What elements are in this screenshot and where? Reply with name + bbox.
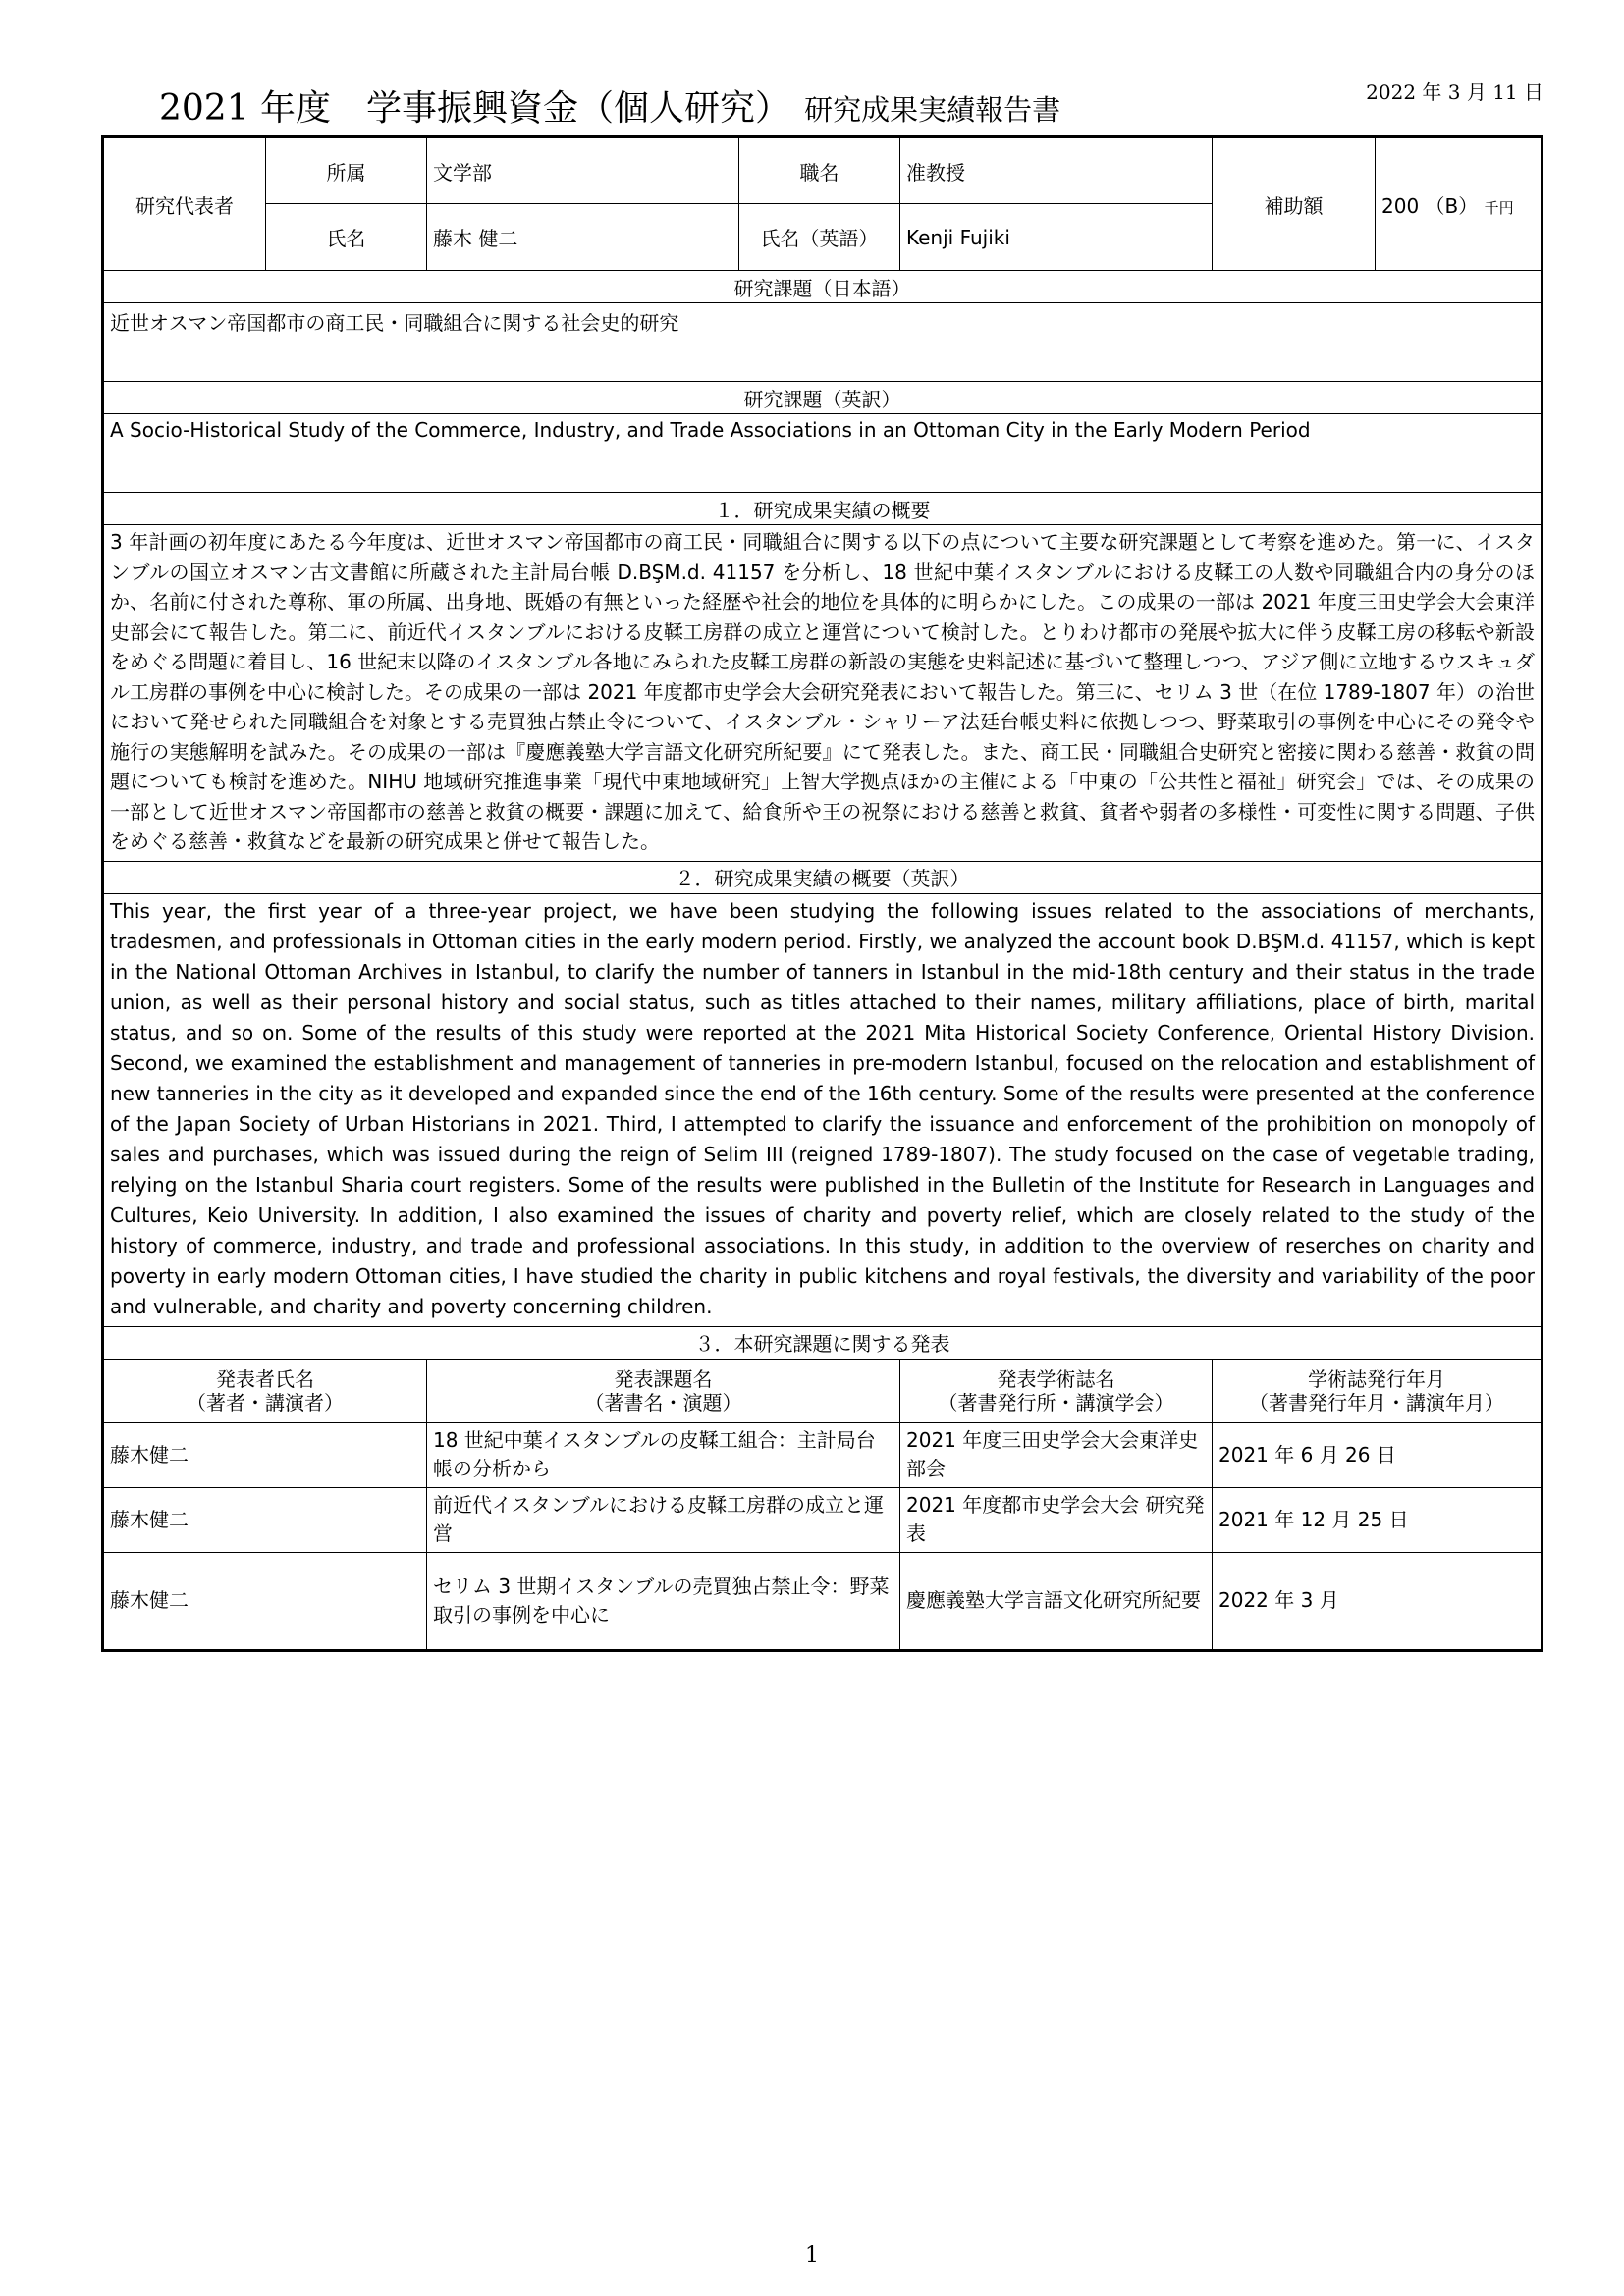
page-number: 1 [805, 2243, 819, 2268]
column-header-author-line2: （著者・講演者） [187, 1390, 344, 1415]
publication-venue: 慶應義塾大学言語文化研究所紀要 [900, 1552, 1213, 1650]
theme-jp-heading: 研究課題（日本語） [103, 271, 1543, 303]
summary-jp-heading-row [103, 493, 1543, 525]
column-header-title [427, 1359, 900, 1422]
column-header-author-line1: 発表者氏名 [216, 1366, 314, 1391]
column-header-venue [900, 1359, 1213, 1422]
affiliation-value: 文学部 [427, 137, 739, 204]
publication-date: 2021 年 6 月 26 日 [1213, 1422, 1543, 1487]
name-label: 氏名 [266, 204, 427, 271]
column-header-title-line2: （著書名・演題） [584, 1390, 742, 1415]
column-header-title-line1: 発表課題名 [614, 1366, 713, 1391]
report-form [101, 135, 1543, 1652]
column-header-date-line1: 学術誌発行年月 [1308, 1366, 1445, 1391]
report-date: 2022 年 3 月 11 日 [1366, 80, 1543, 104]
name-value: 藤木 健二 [427, 204, 739, 271]
representative-label: 研究代表者 [103, 137, 266, 271]
grant-unit: 千円 [1484, 198, 1514, 217]
theme-en-heading-row [103, 382, 1543, 414]
publication-date: 2021 年 12 月 25 日 [1213, 1487, 1543, 1552]
name-en-label: 氏名（英語） [739, 204, 900, 271]
column-header-venue-line1: 発表学術誌名 [997, 1366, 1115, 1391]
affiliation-label: 所属 [266, 137, 427, 204]
summary-en-heading-row [103, 861, 1543, 893]
table-row [103, 1422, 1543, 1487]
title-subtitle: 研究成果実績報告書 [804, 93, 1061, 127]
publication-title: 18 世紀中葉イスタンブルの皮鞣工組合：主計局台帳の分析から [427, 1422, 900, 1487]
grant-amount [1376, 137, 1543, 271]
grant-label: 補助額 [1213, 137, 1376, 271]
theme-en-row [103, 414, 1543, 493]
theme-jp-text: 近世オスマン帝国都市の商工民・同職組合に関する社会史的研究 [103, 303, 1543, 382]
publication-title: セリム 3 世期イスタンブルの売買独占禁止令：野菜取引の事例を中心に [427, 1552, 900, 1650]
publications-heading-row [103, 1326, 1543, 1359]
name-en-value: Kenji Fujiki [900, 204, 1213, 271]
publication-author: 藤木健二 [103, 1487, 427, 1552]
publication-author: 藤木健二 [103, 1552, 427, 1650]
representative-row-1 [103, 137, 1543, 204]
document-title [159, 80, 1060, 131]
column-header-venue-line2: （著書発行所・講演学会） [938, 1390, 1174, 1415]
document-header [0, 0, 1624, 137]
summary-jp-row [103, 525, 1543, 862]
column-header-date [1213, 1359, 1543, 1422]
publication-venue: 2021 年度都市史学会大会 研究発表 [900, 1487, 1213, 1552]
table-row [103, 1552, 1543, 1650]
summary-en-heading: ２．研究成果実績の概要（英訳） [103, 861, 1543, 893]
publication-author: 藤木健二 [103, 1422, 427, 1487]
position-label: 職名 [739, 137, 900, 204]
publication-title: 前近代イスタンブルにおける皮鞣工房群の成立と運営 [427, 1487, 900, 1552]
publication-date: 2022 年 3 月 [1213, 1552, 1543, 1650]
theme-en-text: A Socio-Historical Study of the Commerce, Industry, and Trade Associations in an Ottoman City in the Early Modern Period [103, 414, 1543, 493]
position-value: 准教授 [900, 137, 1213, 204]
theme-en-heading: 研究課題（英訳） [103, 382, 1543, 414]
theme-jp-heading-row [103, 271, 1543, 303]
column-header-date-line2: （著書発行年月・講演年月） [1249, 1390, 1504, 1415]
theme-jp-row [103, 303, 1543, 382]
summary-en-row [103, 893, 1543, 1326]
summary-jp-heading: １．研究成果実績の概要 [103, 493, 1543, 525]
publications-column-header [103, 1359, 1543, 1422]
publication-venue: 2021 年度三田史学会大会東洋史部会 [900, 1422, 1213, 1487]
summary-en-text: This year, the first year of a three-year project, we have been studying the following issues related to the associations of merchants, tradesmen, and professionals in Ottoman cities in the early modern period. Firstly, we analyzed the account book D.BŞM.d. 41157, which is kept in the National Ottoman Archives in Istanbul, to clarify the number of tanners in Istanbul in the mid-18th century and their status in the trade union, as well as their personal history and social status, such as titles attached to their names, military affiliations, place of birth, marital status, and so on. Some of the results of this study were reported at the 2021 Mita Historical Society Conference, Oriental History Division. Second, we examined the establishment and management of tanneries in pre-modern Istanbul, focused on the relocation and establishment of new tanneries in the city as it developed and expanded since the end of the 16th century. Some of the results were presented at the conference of the Japan Society of Urban Historians in 2021. Third, I attempted to clarify the issuance and enforcement of the prohibition on monopoly of sales and purchases, which was issued during the reign of Selim III (reigned 1789-1807). The study focused on the case of vegetable trading, relying on the Istanbul Sharia court registers. Some of the results were published in the Bulletin of the Institute for Research in Languages and Cultures, Keio University. In addition, I also examined the issues of charity and poverty relief, which are closely related to the study of the history of commerce, industry, and trade and professional associations. In this study, in addition to the overview of reserches on charity and poverty in early modern Ottoman cities, I have studied the charity in public kitchens and royal festivals, the diversity and variability of the poor and vulnerable, and charity and poverty concerning children. [103, 893, 1543, 1326]
table-row [103, 1487, 1543, 1552]
grant-value: 200 （B） [1381, 193, 1479, 218]
publications-heading: ３．本研究課題に関する発表 [103, 1326, 1543, 1359]
title-main: 2021 年度 学事振興資金（個人研究） [159, 88, 791, 129]
column-header-author [103, 1359, 427, 1422]
summary-jp-text: 3 年計画の初年度にあたる今年度は、近世オスマン帝国都市の商工民・同職組合に関する以下の点について主要な研究課題として考察を進めた。第一に、イスタンブルの国立オスマン古文書館に所蔵された主計局台帳 D.BŞM.d. 41157 を分析し、18 世紀中葉イスタンブルにおける皮鞣工の人数や同職組合内の身分のほか、名前に付された尊称、軍の所属、出身地、既婚の有無といった経歴や社会的地位を具体的に明らかにした。この成果の一部は 2021 年度三田史学会大会東洋史部会にて報告した。第二に、前近代イスタンブルにおける皮鞣工房群の成立と運営について検討した。とりわけ都市の発展や拡大に伴う皮鞣工房の移転や新設をめぐる問題に着目し、16 世紀末以降のイスタンブル各地にみられた皮鞣工房群の新設の実態を史料記述に基づいて整理しつつ、アジア側に立地するウスキュダル工房群の事例を中心に検討した。その成果の一部は 2021 年度都市史学会大会研究発表において報告した。第三に、セリム 3 世（在位 1789-1807 年）の治世において発せられた同職組合を対象とする売買独占禁止令について、イスタンブル・シャリーア法廷台帳史料に依拠しつつ、野菜取引の事例を中心にその発令や施行の実態解明を試みた。その成果の一部は『慶應義塾大学言語文化研究所紀要』にて発表した。また、商工民・同職組合史研究と密接に関わる慈善・救貧の問題についても検討を進めた。NIHU 地域研究推進事業「現代中東地域研究」上智大学拠点ほかの主催による「中東の「公共性と福祉」研究会」では、その成果の一部として近世オスマン帝国都市の慈善と救貧の概要・課題に加えて、給食所や王の祝祭における慈善と救貧、貧者や弱者の多様性・可変性に関する問題、子供をめぐる慈善・救貧などを最新の研究成果と併せて報告した。 [103, 525, 1543, 862]
